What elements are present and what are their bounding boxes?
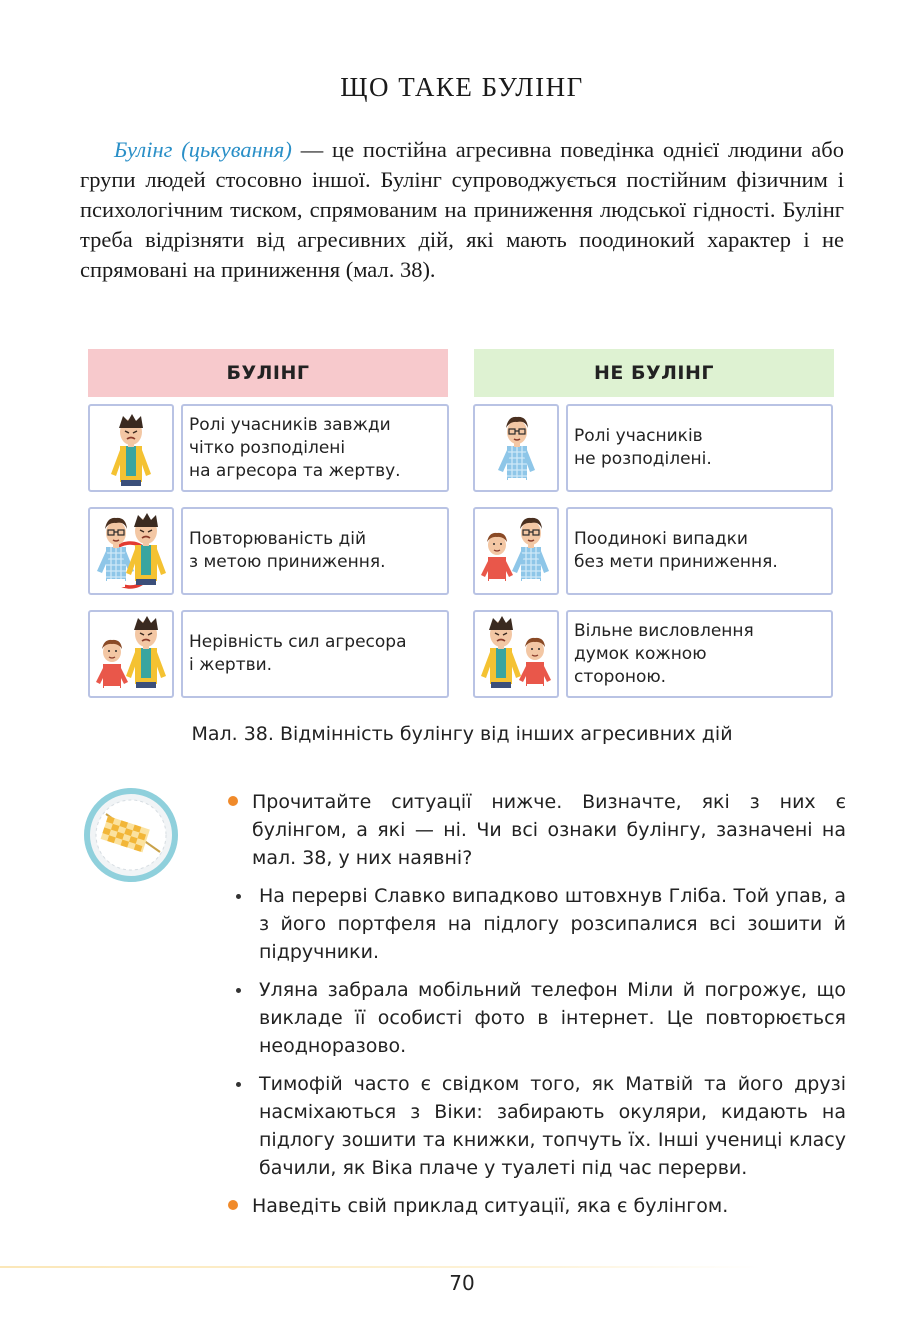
situation-item <box>228 882 846 966</box>
intro-paragraph <box>80 135 844 285</box>
task-text: Наведіть свій приклад ситуації, яка є булінгом. <box>252 1195 729 1217</box>
situation-item <box>228 1070 846 1182</box>
task-text: Прочитайте ситуації нижче. Визначте, які з них є булінгом, а які — ні. Чи всі ознаки булінгу, зазначені на мал. 38, у них наявні? <box>252 791 846 869</box>
orange-bullet-icon <box>228 796 238 806</box>
bullet-icon <box>236 1082 241 1087</box>
unequal-power-illustration <box>88 610 174 698</box>
bullet-icon <box>236 988 241 993</box>
not-bullying-row-expression: Вільне висловлення думок кожною стороною. <box>566 610 833 698</box>
situation-text: Тимофій часто є свідком того, як Матвій та його друзі насміхаються з Віки: забирають окуляри, кидають на підлогу зошити та книжки, топчуть їх. Інші учениці класу бачили, як Віка плаче у туалеті під час перерви. <box>259 1073 846 1179</box>
not-bullying-row-roles: Ролі учасників не розподілені. <box>566 404 833 492</box>
not-bullying-column-header: НЕ БУЛІНГ <box>474 349 834 397</box>
bullet-icon <box>236 894 241 899</box>
orange-bullet-icon <box>228 1200 238 1210</box>
intro-term: Булінг (цькування) <box>114 137 292 162</box>
page-title: ЩО ТАКЕ БУЛІНГ <box>340 72 584 102</box>
bullying-row-inequality: Нерівність сил агресора і жертви. <box>181 610 449 698</box>
task-item <box>228 1192 846 1220</box>
not-bullying-row-single: Поодинокі випадки без мети приниження. <box>566 507 833 595</box>
footer-divider <box>0 1266 760 1268</box>
checked-shirt-boy-illustration <box>473 404 559 492</box>
bullying-row-repetition: Повторюваність дій з метою приниження. <box>181 507 449 595</box>
single-incident-illustration <box>473 507 559 595</box>
task-item <box>228 788 846 872</box>
figure-caption: Мал. 38. Відмінність булінгу від інших агресивних дій <box>191 723 733 745</box>
page-number: 70 <box>449 1271 475 1295</box>
situation-item <box>228 976 846 1060</box>
situation-text: На перерві Славко випадково штовхнув Гліба. Той упав, а з його портфеля на підлогу розсипалися всі зошити й підручники. <box>259 885 846 963</box>
situation-text: Уляна забрала мобільний телефон Міли й погрожує, що викладе її особисті фото в інтернет. Це повторюється неодноразово. <box>259 979 846 1057</box>
checkered-flag-icon <box>82 786 180 884</box>
free-expression-illustration <box>473 610 559 698</box>
intro-text: — це постійна агресивна поведінка однієї людини або групи людей стосовно іншої. Булінг супроводжується постійним фізичним і психологічним тиском, спрямованим на приниження людської гідності. Булінг треба відрізняти від агресивних дій, які мають поодинокий характер і не спрямовані на приниження (мал. 38). <box>80 137 844 282</box>
repeated-bullying-illustration <box>88 507 174 595</box>
aggressor-boy-illustration <box>88 404 174 492</box>
bullying-row-roles: Ролі учасників завжди чітко розподілені на агресора та жертву. <box>181 404 449 492</box>
task-list <box>228 788 846 1230</box>
bullying-column-header: БУЛІНГ <box>88 349 448 397</box>
